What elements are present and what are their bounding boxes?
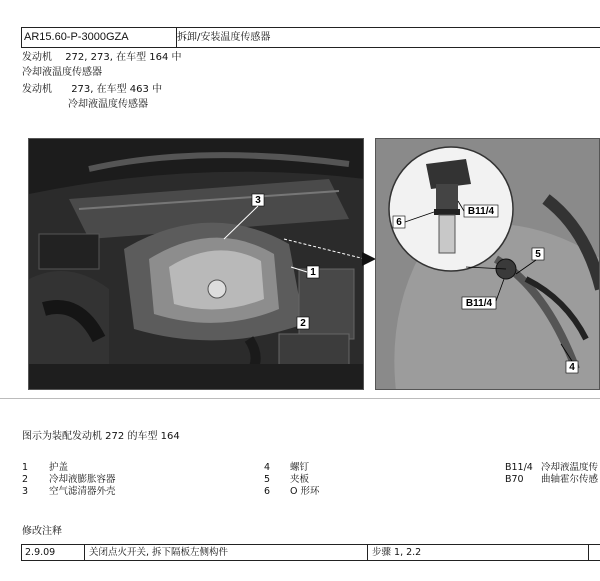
svg-text:B11/4: B11/4 [467, 206, 495, 217]
document-code: AR15.60-P-3000GZA [22, 28, 177, 47]
svg-text:B11/4: B11/4 [465, 298, 493, 309]
legend-item: 6 O 形环 [264, 486, 320, 497]
svg-text:3: 3 [255, 195, 261, 206]
legend-item: B70 曲轴霍尔传感 [505, 474, 599, 485]
engine-label: 发动机 [22, 84, 52, 95]
sensor-detail-photo [375, 138, 600, 390]
cell-divider [588, 545, 589, 560]
svg-text:6: 6 [396, 217, 402, 228]
applicability-line-4: 冷却液温度传感器 [68, 99, 148, 110]
sensor-detail-illustration [376, 139, 600, 390]
legend-item: 1 护盖 [22, 462, 69, 473]
figure-caption: 图示为装配发动机 272 的车型 164 [22, 431, 180, 442]
applicability-line-1 [22, 51, 182, 64]
engine-value: 272, 273, 在车型 164 中 [65, 52, 182, 63]
revision-action: 关闭点火开关, 拆下隔板左侧构件 [89, 547, 229, 558]
callout-2 [297, 317, 309, 329]
svg-text:1: 1 [310, 267, 316, 278]
applicability-line-2: 冷却液温度传感器 [22, 67, 102, 78]
notes-title: 修改注释 [22, 526, 62, 537]
svg-text:4: 4 [569, 362, 575, 373]
legend-item: B11/4 冷却液温度传 [505, 462, 599, 473]
engine-bay-illustration [29, 139, 364, 390]
cell-divider [367, 545, 368, 560]
legend-column-3 [505, 462, 600, 486]
revision-table [21, 544, 600, 561]
engine-value: 273, 在车型 463 中 [71, 84, 163, 95]
cell-divider [84, 545, 85, 560]
revision-date: 2.9.09 [25, 547, 56, 558]
legend-item: 3 空气滤清器外壳 [22, 486, 116, 497]
section-divider [0, 398, 600, 399]
legend-item: 4 螺钉 [264, 462, 310, 473]
revision-steps: 步骤 1, 2.2 [372, 547, 422, 558]
legend-item: 2 冷却液膨胀容器 [22, 474, 116, 485]
header-table [21, 27, 600, 48]
legend-item: 5 夹板 [264, 474, 310, 485]
engine-label: 发动机 [22, 52, 52, 63]
svg-text:2: 2 [300, 318, 306, 329]
legend-column-2 [264, 462, 320, 498]
svg-text:5: 5 [535, 249, 541, 260]
applicability-line-3 [22, 83, 162, 96]
document-title: 拆卸/安装温度传感器 [177, 32, 271, 43]
legend-column-1 [22, 462, 116, 498]
engine-bay-photo [28, 138, 364, 390]
